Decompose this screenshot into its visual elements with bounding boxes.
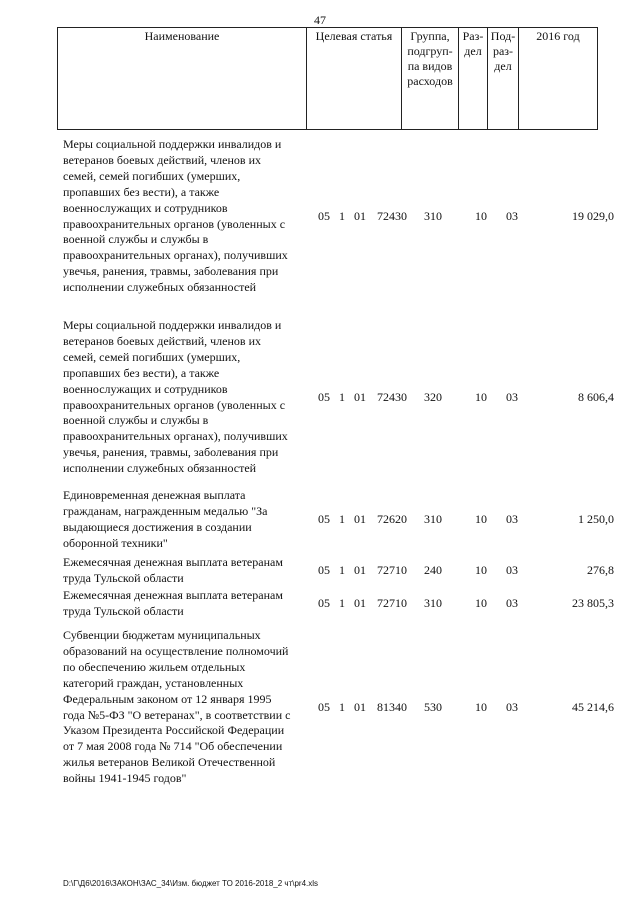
expense-group-code: 310: [424, 208, 442, 223]
row-name-line: увечья, ранения, травмы, заболевания при: [63, 264, 279, 279]
target-program-code: 05: [318, 699, 330, 714]
row-name-line: по обеспечению жильем отдельных: [63, 659, 246, 674]
target-main-event-code: 01: [354, 562, 366, 577]
row-name-line: правоохранительных органов (уволенных с: [63, 216, 286, 231]
expense-group-code: 320: [424, 389, 442, 404]
section-code: 10: [475, 389, 487, 404]
header-group-line: Группа,: [410, 29, 450, 43]
target-subprogram-code: 1: [339, 389, 345, 404]
amount-2016: 45 214,6: [572, 699, 614, 714]
target-subprogram-code: 1: [339, 511, 345, 526]
target-program-code: 05: [318, 389, 330, 404]
table-row: [0, 628, 640, 787]
target-main-event-code: 01: [354, 208, 366, 223]
row-name-line: пропавших без вести), а также: [63, 184, 220, 199]
target-main-event-code: 01: [354, 595, 366, 610]
row-name: [63, 555, 308, 587]
target-program-code: 05: [318, 208, 330, 223]
amount-2016: 19 029,0: [572, 208, 614, 223]
expense-group-code: 530: [424, 699, 442, 714]
row-name-line: исполнении служебных обязанностей: [63, 461, 257, 476]
amount-2016: 8 606,4: [578, 389, 614, 404]
header-name: Наименование: [58, 28, 307, 130]
target-program-code: 05: [318, 595, 330, 610]
row-name: [63, 318, 308, 477]
header-year: 2016 год: [519, 28, 598, 130]
header-group-line: па видов: [407, 59, 453, 73]
target-subprogram-code: 1: [339, 562, 345, 577]
row-name: [63, 628, 308, 787]
target-program-code: 05: [318, 562, 330, 577]
target-direction-code: 72430: [377, 208, 407, 223]
row-name-line: Ежемесячная денежная выплата ветеранам: [63, 588, 283, 602]
target-main-event-code: 01: [354, 389, 366, 404]
row-name: [63, 488, 308, 552]
subsection-code: 03: [506, 389, 518, 404]
row-name-line: военнослужащих и сотрудников: [63, 381, 228, 396]
target-main-event-code: 01: [354, 511, 366, 526]
row-name-line: труда Тульской области: [63, 603, 184, 618]
target-direction-code: 81340: [377, 699, 407, 714]
header-subsection-line: раз-: [492, 44, 514, 58]
row-name-line: Ежемесячная денежная выплата ветеранам: [63, 555, 283, 569]
expense-group-code: 310: [424, 511, 442, 526]
header-subsection-line: Под-: [490, 29, 516, 43]
header-group-line: расходов: [407, 74, 453, 88]
header-subsection-line: дел: [494, 59, 512, 73]
target-subprogram-code: 1: [339, 595, 345, 610]
row-name-line: ветеранов боевых действий, членов их: [63, 333, 262, 348]
header-subsection: [488, 28, 519, 130]
header-target-article: Целевая статья: [307, 28, 402, 130]
page-number: 47: [314, 13, 326, 27]
section-code: 10: [475, 595, 487, 610]
section-code: 10: [475, 699, 487, 714]
row-name-line: жилья ветеранов Великой Отечественной: [63, 755, 276, 770]
amount-2016: 23 805,3: [572, 595, 614, 610]
row-name-line: семей, семей погибших (умерших,: [63, 168, 241, 183]
row-name-line: правоохранительных органах), получивших: [63, 429, 288, 444]
row-name-line: Указом Президента Российской Федерации: [63, 723, 285, 738]
row-name-line: военной службы и службы в: [63, 232, 209, 247]
row-name-line: Единовременная денежная выплата: [63, 488, 246, 502]
row-name-line: военнослужащих и сотрудников: [63, 200, 228, 215]
row-name-line: Меры социальной поддержки инвалидов и: [63, 318, 282, 332]
subsection-code: 03: [506, 208, 518, 223]
table-row: [0, 318, 640, 477]
table-row: [0, 588, 640, 620]
target-program-code: 05: [318, 511, 330, 526]
row-name-line: оборонной техники": [63, 535, 168, 550]
header-section-line: дел: [464, 44, 482, 58]
expense-group-code: 310: [424, 595, 442, 610]
target-direction-code: 72620: [377, 511, 407, 526]
row-name-line: Меры социальной поддержки инвалидов и: [63, 137, 282, 151]
header-expense-group: [402, 28, 459, 130]
row-name-line: труда Тульской области: [63, 570, 184, 585]
expense-group-code: 240: [424, 562, 442, 577]
subsection-code: 03: [506, 511, 518, 526]
section-code: 10: [475, 511, 487, 526]
amount-2016: 1 250,0: [578, 511, 614, 526]
row-name-line: правоохранительных органах), получивших: [63, 248, 288, 263]
row-name: [63, 588, 308, 620]
row-name-line: Субвенции бюджетам муниципальных: [63, 628, 261, 642]
table-header: [57, 27, 598, 130]
table-row: [0, 555, 640, 587]
target-main-event-code: 01: [354, 699, 366, 714]
table-row: [0, 488, 640, 552]
table-row: [0, 137, 640, 296]
row-name-line: увечья, ранения, травмы, заболевания при: [63, 445, 279, 460]
target-subprogram-code: 1: [339, 699, 345, 714]
section-code: 10: [475, 208, 487, 223]
subsection-code: 03: [506, 595, 518, 610]
row-name-line: ветеранов боевых действий, членов их: [63, 152, 262, 167]
file-path-footer: D:\Г\Д6\2016\ЗАКОН\ЗАС_34\Изм. бюджет ТО 2016-2018_2 чт\pr4.xls: [63, 879, 319, 888]
row-name-line: выдающиеся достижения в создании: [63, 519, 252, 534]
row-name-line: правоохранительных органов (уволенных с: [63, 397, 286, 412]
row-name-line: исполнении служебных обязанностей: [63, 280, 257, 295]
row-name-line: года №5-ФЗ "О ветеранах", в соответствии с: [63, 707, 291, 722]
row-name: [63, 137, 308, 296]
subsection-code: 03: [506, 699, 518, 714]
amount-2016: 276,8: [587, 562, 614, 577]
row-name-line: военной службы и службы в: [63, 413, 209, 428]
target-direction-code: 72710: [377, 562, 407, 577]
section-code: 10: [475, 562, 487, 577]
row-name-line: пропавших без вести), а также: [63, 365, 220, 380]
target-direction-code: 72710: [377, 595, 407, 610]
header-section-line: Раз-: [462, 29, 484, 43]
target-subprogram-code: 1: [339, 208, 345, 223]
subsection-code: 03: [506, 562, 518, 577]
row-name-line: от 7 мая 2008 года № 714 "Об обеспечении: [63, 739, 283, 754]
row-name-line: семей, семей погибших (умерших,: [63, 349, 241, 364]
row-name-line: Федеральным законом от 12 января 1995: [63, 691, 272, 706]
header-section: [459, 28, 488, 130]
row-name-line: гражданам, награжденным медалью "За: [63, 503, 268, 518]
row-name-line: категорий граждан, установленных: [63, 675, 244, 690]
row-name-line: войны 1941-1945 годов": [63, 771, 187, 786]
header-group-line: подгруп-: [407, 44, 453, 58]
row-name-line: образований на осуществление полномочий: [63, 643, 289, 658]
target-direction-code: 72430: [377, 389, 407, 404]
